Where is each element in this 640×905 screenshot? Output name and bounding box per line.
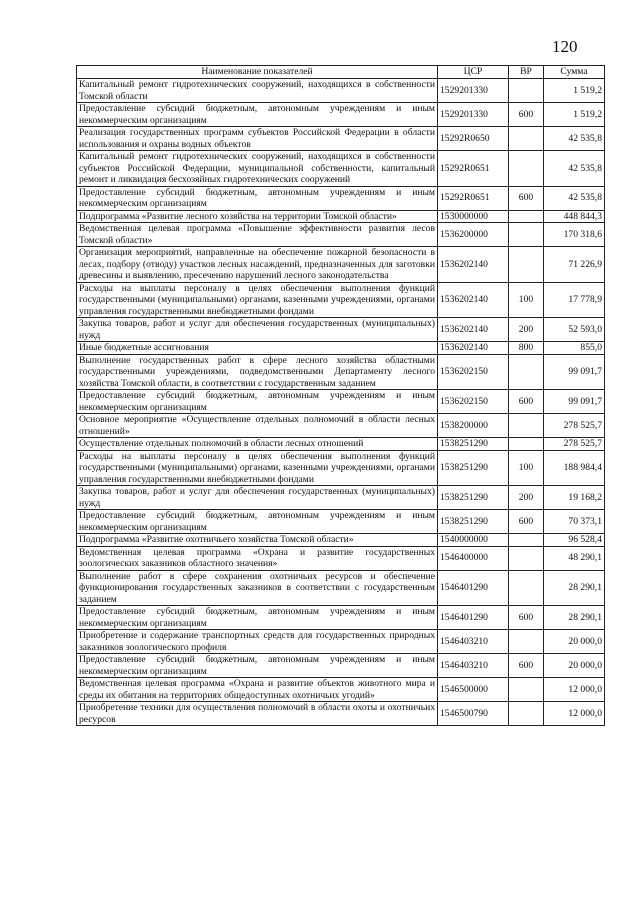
row-vr-cell: 600 [509,186,544,210]
row-vr-cell: 600 [509,606,544,630]
table-row [77,223,605,247]
row-vr-cell [509,702,544,726]
row-sum-cell: 71 226,9 [544,247,605,283]
table-row [77,414,605,438]
row-name-cell: Выполнение работ в сфере сохранения охотничьих ресурсов и обеспечение функционирования государственных заказников в соответствии с государственным заданием [77,570,438,606]
row-vr-cell [509,127,544,151]
table-row [77,354,605,390]
table-row [77,151,605,187]
row-name-cell: Предоставление субсидий бюджетным, автономным учреждениям и иным некоммерческим организациям [77,654,438,678]
row-vr-cell [509,438,544,451]
row-sum-cell: 42 535,8 [544,127,605,151]
row-name-cell: Приобретение техники для осуществления полномочий в области охоты и охотничьих ресурсов [77,702,438,726]
table-row [77,390,605,414]
row-vr-cell: 100 [509,450,544,486]
table-row [77,702,605,726]
row-name-cell: Расходы на выплаты персоналу в целях обеспечения выполнения функций государственными (муниципальными) органами, казенными учреждениями, органами управления государственными внебюджетными фондами [77,450,438,486]
row-name-cell: Организация мероприятий, направленные на обеспечение пожарной безопасности в лесах, подбору (отводу) участков лесных насаждений, предназначенных для заготовки древесины и выявлению, пресечению нарушений лесного законодательства [77,247,438,283]
row-sum-cell: 20 000,0 [544,654,605,678]
row-vr-cell: 200 [509,486,544,510]
table-row [77,103,605,127]
row-csr-cell: 1530000000 [438,210,509,223]
row-sum-cell: 28 290,1 [544,606,605,630]
row-vr-cell [509,630,544,654]
table-row [77,127,605,151]
row-name-cell: Капитальный ремонт гидротехнических сооружений, находящихся в собственности Томской области [77,79,438,103]
row-csr-cell: 15292R0650 [438,127,509,151]
header-sum: Сумма [544,66,605,79]
table-header-row [77,66,605,79]
row-vr-cell [509,151,544,187]
row-name-cell: Ведомственная целевая программа «Повышение эффективности развития лесов Томской области» [77,223,438,247]
row-sum-cell: 170 318,6 [544,223,605,247]
row-sum-cell: 70 373,1 [544,510,605,534]
row-vr-cell: 600 [509,510,544,534]
row-name-cell: Реализация государственных программ субъектов Российской Федерации в области использования и охраны водных объектов [77,127,438,151]
row-vr-cell: 100 [509,282,544,318]
row-csr-cell: 15292R0651 [438,151,509,187]
table-row [77,282,605,318]
row-sum-cell: 42 535,8 [544,151,605,187]
row-vr-cell [509,79,544,103]
row-csr-cell: 1538251290 [438,486,509,510]
table-row [77,678,605,702]
table-row [77,342,605,355]
row-csr-cell: 1546403210 [438,654,509,678]
table-row [77,79,605,103]
row-sum-cell: 1 519,2 [544,103,605,127]
row-name-cell: Закупка товаров, работ и услуг для обеспечения государственных (муниципальных) нужд [77,486,438,510]
row-sum-cell: 96 528,4 [544,534,605,547]
row-name-cell: Приобретение и содержание транспортных средств для государственных природных заказников зоологического профиля [77,630,438,654]
table-row [77,186,605,210]
row-csr-cell: 1546400000 [438,546,509,570]
row-name-cell: Предоставление субсидий бюджетным, автономным учреждениям и иным некоммерческим организациям [77,390,438,414]
row-csr-cell: 1536202140 [438,282,509,318]
row-sum-cell: 52 593,0 [544,318,605,342]
row-csr-cell: 1538200000 [438,414,509,438]
row-csr-cell: 1538251290 [438,450,509,486]
row-csr-cell: 1538251290 [438,510,509,534]
budget-table [76,65,605,726]
row-name-cell: Иные бюджетные ассигнования [77,342,438,355]
row-name-cell: Подпрограмма «Развитие лесного хозяйства на территории Томской области» [77,210,438,223]
table-row [77,247,605,283]
row-sum-cell: 17 778,9 [544,282,605,318]
row-csr-cell: 1546500000 [438,678,509,702]
row-sum-cell: 48 290,1 [544,546,605,570]
row-sum-cell: 278 525,7 [544,438,605,451]
row-name-cell: Выполнение государственных работ в сфере лесного хозяйства областными государственными учреждениями, подведомственными Департаменту лесного хозяйства Томской области, в соответствии с государственным заданием [77,354,438,390]
row-vr-cell: 600 [509,390,544,414]
header-csr: ЦСР [438,66,509,79]
row-csr-cell: 1538251290 [438,438,509,451]
row-csr-cell: 15292R0651 [438,186,509,210]
row-vr-cell: 600 [509,654,544,678]
table-row [77,486,605,510]
row-name-cell: Подпрограмма «Развитие охотничьего хозяйства Томской области» [77,534,438,547]
row-csr-cell: 1540000000 [438,534,509,547]
row-vr-cell: 200 [509,318,544,342]
row-csr-cell: 1529201330 [438,79,509,103]
row-sum-cell: 99 091,7 [544,390,605,414]
row-name-cell: Ведомственная целевая программа «Охрана и развитие государственных зоологических заказников областного значения» [77,546,438,570]
row-vr-cell [509,534,544,547]
row-name-cell: Предоставление субсидий бюджетным, автономным учреждениям и иным некоммерческим организациям [77,103,438,127]
table-row [77,510,605,534]
row-csr-cell: 1536202140 [438,247,509,283]
row-csr-cell: 1529201330 [438,103,509,127]
table-row [77,570,605,606]
table-row [77,630,605,654]
row-name-cell: Основное мероприятие «Осуществление отдельных полномочий в области лесных отношений» [77,414,438,438]
row-name-cell: Закупка товаров, работ и услуг для обеспечения государственных (муниципальных) нужд [77,318,438,342]
page-number: 120 [552,37,578,56]
row-vr-cell [509,210,544,223]
row-sum-cell: 12 000,0 [544,678,605,702]
row-vr-cell [509,223,544,247]
row-name-cell: Ведомственная целевая программа «Охрана и развитие объектов животного мира и среды их обитания на территориях общедоступных охотничьих угодий» [77,678,438,702]
row-vr-cell [509,678,544,702]
table-row [77,210,605,223]
row-vr-cell [509,247,544,283]
row-csr-cell: 1546403210 [438,630,509,654]
row-csr-cell: 1536202140 [438,342,509,355]
row-vr-cell [509,414,544,438]
row-name-cell: Предоставление субсидий бюджетным, автономным учреждениям и иным некоммерческим организациям [77,606,438,630]
table-row [77,318,605,342]
row-vr-cell [509,354,544,390]
row-csr-cell: 1546500790 [438,702,509,726]
row-name-cell: Предоставление субсидий бюджетным, автономным учреждениям и иным некоммерческим организациям [77,186,438,210]
row-csr-cell: 1536202140 [438,318,509,342]
table-row [77,546,605,570]
row-vr-cell [509,570,544,606]
row-sum-cell: 42 535,8 [544,186,605,210]
row-name-cell: Расходы на выплаты персоналу в целях обеспечения выполнения функций государственными (муниципальными) органами, казенными учреждениями, органами управления государственными внебюджетными фондами [77,282,438,318]
row-csr-cell: 1536200000 [438,223,509,247]
row-sum-cell: 448 844,3 [544,210,605,223]
table-row [77,534,605,547]
table-row [77,438,605,451]
row-vr-cell: 600 [509,103,544,127]
row-sum-cell: 20 000,0 [544,630,605,654]
row-vr-cell [509,546,544,570]
row-sum-cell: 12 000,0 [544,702,605,726]
row-name-cell: Капитальный ремонт гидротехнических сооружений, находящихся в собственности субъектов Российской Федерации, муниципальной собственности, капитальный ремонт и ликвидация бесхозяйных гидротехнических сооружений [77,151,438,187]
row-csr-cell: 1536202150 [438,390,509,414]
table-row [77,654,605,678]
row-csr-cell: 1546401290 [438,570,509,606]
table-row [77,450,605,486]
row-sum-cell: 99 091,7 [544,354,605,390]
header-vr: ВР [509,66,544,79]
header-name: Наименование показателей [77,66,438,79]
row-sum-cell: 28 290,1 [544,570,605,606]
row-sum-cell: 19 168,2 [544,486,605,510]
row-csr-cell: 1536202150 [438,354,509,390]
row-sum-cell: 855,0 [544,342,605,355]
table-row [77,606,605,630]
row-name-cell: Предоставление субсидий бюджетным, автономным учреждениям и иным некоммерческим организациям [77,510,438,534]
row-sum-cell: 188 984,4 [544,450,605,486]
table-body [77,79,605,726]
row-csr-cell: 1546401290 [438,606,509,630]
row-name-cell: Осуществление отдельных полномочий в области лесных отношений [77,438,438,451]
row-sum-cell: 278 525,7 [544,414,605,438]
row-sum-cell: 1 519,2 [544,79,605,103]
row-vr-cell: 800 [509,342,544,355]
